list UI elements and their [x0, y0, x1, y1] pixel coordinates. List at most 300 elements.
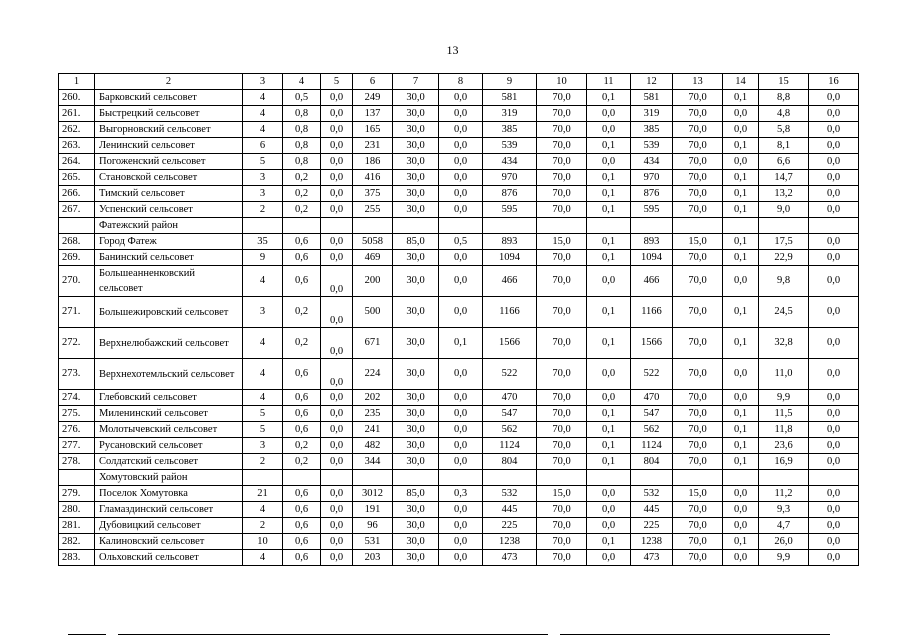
value-cell-col-14: 0,1: [723, 170, 759, 186]
value-cell-col-4: 0,6: [283, 502, 321, 518]
value-cell-col-12: 581: [631, 90, 673, 106]
section-empty-cell: [759, 218, 809, 234]
value-cell-col-7: 30,0: [393, 106, 439, 122]
section-empty-cell: [353, 218, 393, 234]
value-cell-col-13: 70,0: [673, 359, 723, 390]
value-cell-col-4: 0,2: [283, 170, 321, 186]
section-row: [59, 470, 859, 486]
value-cell-col-14: 0,0: [723, 390, 759, 406]
value-cell-col-13: 70,0: [673, 170, 723, 186]
value-cell-col-6: 5058: [353, 234, 393, 250]
section-empty-cell: [393, 218, 439, 234]
value-cell-col-7: 30,0: [393, 186, 439, 202]
value-cell-col-6: 165: [353, 122, 393, 138]
value-cell-col-3: 3: [243, 438, 283, 454]
row-number: 278.: [59, 454, 95, 470]
municipality-name: Гламаздинский сельсовет: [95, 502, 243, 518]
value-cell-col-7: 30,0: [393, 202, 439, 218]
value-cell-col-15: 4,7: [759, 518, 809, 534]
table-row: [59, 106, 859, 122]
value-cell-col-10: 70,0: [537, 297, 587, 328]
value-cell-col-5: 0,0: [321, 266, 353, 297]
value-cell-col-11: 0,1: [587, 138, 631, 154]
value-cell-col-13: 70,0: [673, 406, 723, 422]
value-cell-col-11: 0,1: [587, 186, 631, 202]
value-cell-col-13: 70,0: [673, 250, 723, 266]
value-cell-col-12: 1166: [631, 297, 673, 328]
value-cell-col-3: 21: [243, 486, 283, 502]
value-cell-col-16: 0,0: [809, 454, 859, 470]
value-cell-col-13: 70,0: [673, 202, 723, 218]
section-row: [59, 218, 859, 234]
value-cell-col-16: 0,0: [809, 486, 859, 502]
value-cell-col-14: 0,0: [723, 518, 759, 534]
value-cell-col-11: 0,0: [587, 550, 631, 566]
value-cell-col-12: 466: [631, 266, 673, 297]
column-header-9: 9: [483, 74, 537, 90]
value-cell-col-10: 70,0: [537, 550, 587, 566]
section-empty-cell: [759, 470, 809, 486]
municipality-name: Дубовицкий сельсовет: [95, 518, 243, 534]
municipality-name: Выгорновский сельсовет: [95, 122, 243, 138]
value-cell-col-6: 96: [353, 518, 393, 534]
value-cell-col-3: 4: [243, 328, 283, 359]
row-number: 273.: [59, 359, 95, 390]
value-cell-col-12: 562: [631, 422, 673, 438]
value-cell-col-5: 0,0: [321, 328, 353, 359]
section-number-cell: [59, 218, 95, 234]
value-cell-col-11: 0,1: [587, 534, 631, 550]
column-header-11: 11: [587, 74, 631, 90]
section-empty-cell: [809, 470, 859, 486]
value-cell-col-9: 539: [483, 138, 537, 154]
value-cell-col-6: 224: [353, 359, 393, 390]
section-empty-cell: [723, 470, 759, 486]
value-cell-col-5: 0,0: [321, 154, 353, 170]
section-empty-cell: [673, 218, 723, 234]
table-row: [59, 534, 859, 550]
column-header-6: 6: [353, 74, 393, 90]
value-cell-col-13: 70,0: [673, 266, 723, 297]
column-header-12: 12: [631, 74, 673, 90]
value-cell-col-16: 0,0: [809, 266, 859, 297]
section-label: Фатежский район: [95, 218, 243, 234]
value-cell-col-4: 0,8: [283, 122, 321, 138]
value-cell-col-3: 35: [243, 234, 283, 250]
table-row: [59, 406, 859, 422]
value-cell-col-15: 14,7: [759, 170, 809, 186]
value-cell-col-3: 4: [243, 266, 283, 297]
value-cell-col-14: 0,1: [723, 186, 759, 202]
value-cell-col-7: 30,0: [393, 90, 439, 106]
row-number: 270.: [59, 266, 95, 297]
table-row: [59, 438, 859, 454]
value-cell-col-14: 0,1: [723, 406, 759, 422]
value-cell-col-11: 0,0: [587, 122, 631, 138]
value-cell-col-13: 70,0: [673, 122, 723, 138]
value-cell-col-14: 0,1: [723, 138, 759, 154]
value-cell-col-16: 0,0: [809, 122, 859, 138]
value-cell-col-7: 30,0: [393, 359, 439, 390]
value-cell-col-5: 0,0: [321, 390, 353, 406]
value-cell-col-12: 1094: [631, 250, 673, 266]
page-number: 13: [446, 43, 459, 57]
value-cell-col-6: 235: [353, 406, 393, 422]
section-empty-cell: [393, 470, 439, 486]
value-cell-col-3: 2: [243, 202, 283, 218]
value-cell-col-7: 30,0: [393, 154, 439, 170]
municipality-name: Становской сельсовет: [95, 170, 243, 186]
row-number: 267.: [59, 202, 95, 218]
value-cell-col-10: 70,0: [537, 518, 587, 534]
value-cell-col-10: 70,0: [537, 154, 587, 170]
municipality-name: Ленинский сельсовет: [95, 138, 243, 154]
value-cell-col-12: 876: [631, 186, 673, 202]
value-cell-col-5: 0,0: [321, 502, 353, 518]
value-cell-col-9: 522: [483, 359, 537, 390]
value-cell-col-6: 249: [353, 90, 393, 106]
row-number: 260.: [59, 90, 95, 106]
table-row: [59, 328, 859, 359]
value-cell-col-7: 30,0: [393, 266, 439, 297]
value-cell-col-14: 0,0: [723, 266, 759, 297]
value-cell-col-6: 482: [353, 438, 393, 454]
value-cell-col-8: 0,0: [439, 422, 483, 438]
value-cell-col-15: 32,8: [759, 328, 809, 359]
value-cell-col-12: 893: [631, 234, 673, 250]
value-cell-col-6: 500: [353, 297, 393, 328]
value-cell-col-4: 0,8: [283, 154, 321, 170]
column-header-15: 15: [759, 74, 809, 90]
value-cell-col-16: 0,0: [809, 534, 859, 550]
value-cell-col-11: 0,0: [587, 518, 631, 534]
municipality-name: Верхнелюбажский сельсовет: [95, 328, 243, 359]
value-cell-col-5: 0,0: [321, 518, 353, 534]
value-cell-col-3: 4: [243, 122, 283, 138]
value-cell-col-3: 4: [243, 90, 283, 106]
municipality-name: Солдатский сельсовет: [95, 454, 243, 470]
value-cell-col-14: 0,0: [723, 359, 759, 390]
value-cell-col-15: 9,3: [759, 502, 809, 518]
value-cell-col-3: 3: [243, 170, 283, 186]
row-number: 268.: [59, 234, 95, 250]
value-cell-col-8: 0,0: [439, 390, 483, 406]
value-cell-col-10: 70,0: [537, 170, 587, 186]
value-cell-col-15: 8,8: [759, 90, 809, 106]
value-cell-col-10: 70,0: [537, 390, 587, 406]
table-row: [59, 266, 859, 297]
value-cell-col-5: 0,0: [321, 422, 353, 438]
table-row: [59, 154, 859, 170]
value-cell-col-11: 0,0: [587, 266, 631, 297]
value-cell-col-14: 0,1: [723, 250, 759, 266]
value-cell-col-12: 547: [631, 406, 673, 422]
value-cell-col-4: 0,6: [283, 406, 321, 422]
value-cell-col-12: 1238: [631, 534, 673, 550]
section-label: Хомутовский район: [95, 470, 243, 486]
value-cell-col-10: 70,0: [537, 202, 587, 218]
value-cell-col-14: 0,0: [723, 106, 759, 122]
value-cell-col-5: 0,0: [321, 550, 353, 566]
value-cell-col-4: 0,6: [283, 359, 321, 390]
value-cell-col-14: 0,0: [723, 154, 759, 170]
value-cell-col-12: 319: [631, 106, 673, 122]
value-cell-col-5: 0,0: [321, 202, 353, 218]
table-row: [59, 202, 859, 218]
table-row: [59, 454, 859, 470]
value-cell-col-11: 0,1: [587, 250, 631, 266]
value-cell-col-9: 466: [483, 266, 537, 297]
row-number: 265.: [59, 170, 95, 186]
value-cell-col-9: 385: [483, 122, 537, 138]
value-cell-col-10: 70,0: [537, 90, 587, 106]
row-number: 283.: [59, 550, 95, 566]
row-number: 261.: [59, 106, 95, 122]
table-row: [59, 122, 859, 138]
row-number: 276.: [59, 422, 95, 438]
section-empty-cell: [283, 470, 321, 486]
section-empty-cell: [537, 218, 587, 234]
value-cell-col-9: 1566: [483, 328, 537, 359]
value-cell-col-11: 0,0: [587, 359, 631, 390]
value-cell-col-16: 0,0: [809, 390, 859, 406]
value-cell-col-12: 445: [631, 502, 673, 518]
table-row: [59, 186, 859, 202]
value-cell-col-14: 0,1: [723, 202, 759, 218]
value-cell-col-8: 0,0: [439, 406, 483, 422]
value-cell-col-4: 0,5: [283, 90, 321, 106]
value-cell-col-13: 70,0: [673, 534, 723, 550]
row-number: 266.: [59, 186, 95, 202]
value-cell-col-16: 0,0: [809, 202, 859, 218]
value-cell-col-10: 70,0: [537, 328, 587, 359]
value-cell-col-16: 0,0: [809, 154, 859, 170]
value-cell-col-4: 0,8: [283, 138, 321, 154]
municipality-name: Большеанненковский сельсовет: [95, 266, 243, 297]
value-cell-col-16: 0,0: [809, 422, 859, 438]
table-body: [59, 90, 859, 566]
value-cell-col-5: 0,0: [321, 106, 353, 122]
value-cell-col-8: 0,0: [439, 454, 483, 470]
value-cell-col-8: 0,1: [439, 328, 483, 359]
value-cell-col-10: 70,0: [537, 438, 587, 454]
section-empty-cell: [631, 470, 673, 486]
value-cell-col-16: 0,0: [809, 550, 859, 566]
value-cell-col-3: 3: [243, 186, 283, 202]
municipality-name: Город Фатеж: [95, 234, 243, 250]
value-cell-col-5: 0,0: [321, 454, 353, 470]
section-empty-cell: [483, 470, 537, 486]
section-empty-cell: [321, 470, 353, 486]
row-number: 269.: [59, 250, 95, 266]
value-cell-col-10: 70,0: [537, 106, 587, 122]
value-cell-col-4: 0,6: [283, 486, 321, 502]
value-cell-col-16: 0,0: [809, 186, 859, 202]
value-cell-col-15: 26,0: [759, 534, 809, 550]
value-cell-col-6: 231: [353, 138, 393, 154]
municipality-name: Калиновский сельсовет: [95, 534, 243, 550]
row-number: 277.: [59, 438, 95, 454]
value-cell-col-11: 0,1: [587, 328, 631, 359]
value-cell-col-16: 0,0: [809, 170, 859, 186]
value-cell-col-6: 671: [353, 328, 393, 359]
value-cell-col-9: 319: [483, 106, 537, 122]
value-cell-col-10: 70,0: [537, 266, 587, 297]
value-cell-col-16: 0,0: [809, 406, 859, 422]
value-cell-col-13: 70,0: [673, 154, 723, 170]
value-cell-col-16: 0,0: [809, 234, 859, 250]
value-cell-col-7: 30,0: [393, 438, 439, 454]
value-cell-col-4: 0,8: [283, 106, 321, 122]
municipality-name: Успенский сельсовет: [95, 202, 243, 218]
table-row: [59, 297, 859, 328]
value-cell-col-7: 30,0: [393, 250, 439, 266]
value-cell-col-10: 15,0: [537, 486, 587, 502]
value-cell-col-13: 70,0: [673, 297, 723, 328]
footer-line-right: [560, 634, 830, 635]
row-number: 262.: [59, 122, 95, 138]
municipality-name: Миленинский сельсовет: [95, 406, 243, 422]
value-cell-col-4: 0,2: [283, 186, 321, 202]
value-cell-col-5: 0,0: [321, 297, 353, 328]
section-empty-cell: [243, 218, 283, 234]
value-cell-col-6: 241: [353, 422, 393, 438]
row-number: 274.: [59, 390, 95, 406]
value-cell-col-4: 0,6: [283, 534, 321, 550]
value-cell-col-13: 70,0: [673, 422, 723, 438]
section-empty-cell: [439, 470, 483, 486]
value-cell-col-9: 225: [483, 518, 537, 534]
value-cell-col-5: 0,0: [321, 438, 353, 454]
value-cell-col-11: 0,1: [587, 90, 631, 106]
value-cell-col-7: 85,0: [393, 234, 439, 250]
section-empty-cell: [587, 218, 631, 234]
value-cell-col-13: 70,0: [673, 518, 723, 534]
value-cell-col-6: 531: [353, 534, 393, 550]
value-cell-col-9: 1166: [483, 297, 537, 328]
table-row: [59, 250, 859, 266]
value-cell-col-4: 0,6: [283, 390, 321, 406]
value-cell-col-15: 8,1: [759, 138, 809, 154]
row-number: 279.: [59, 486, 95, 502]
value-cell-col-4: 0,2: [283, 297, 321, 328]
value-cell-col-8: 0,5: [439, 234, 483, 250]
value-cell-col-6: 375: [353, 186, 393, 202]
value-cell-col-9: 445: [483, 502, 537, 518]
value-cell-col-11: 0,0: [587, 154, 631, 170]
section-empty-cell: [283, 218, 321, 234]
value-cell-col-4: 0,2: [283, 202, 321, 218]
value-cell-col-6: 255: [353, 202, 393, 218]
value-cell-col-11: 0,1: [587, 438, 631, 454]
municipality-name: Банинский сельсовет: [95, 250, 243, 266]
value-cell-col-3: 9: [243, 250, 283, 266]
value-cell-col-14: 0,1: [723, 297, 759, 328]
section-empty-cell: [587, 470, 631, 486]
value-cell-col-4: 0,6: [283, 518, 321, 534]
value-cell-col-3: 5: [243, 406, 283, 422]
value-cell-col-11: 0,0: [587, 486, 631, 502]
value-cell-col-15: 9,8: [759, 266, 809, 297]
value-cell-col-7: 30,0: [393, 390, 439, 406]
value-cell-col-7: 30,0: [393, 534, 439, 550]
value-cell-col-11: 0,0: [587, 106, 631, 122]
value-cell-col-8: 0,0: [439, 502, 483, 518]
value-cell-col-8: 0,0: [439, 550, 483, 566]
value-cell-col-15: 24,5: [759, 297, 809, 328]
value-cell-col-7: 30,0: [393, 454, 439, 470]
row-number: 271.: [59, 297, 95, 328]
value-cell-col-15: 11,0: [759, 359, 809, 390]
table-row: [59, 550, 859, 566]
value-cell-col-13: 70,0: [673, 502, 723, 518]
column-header-5: 5: [321, 74, 353, 90]
municipality-name: Быстрецкий сельсовет: [95, 106, 243, 122]
value-cell-col-8: 0,0: [439, 518, 483, 534]
value-cell-col-9: 1238: [483, 534, 537, 550]
value-cell-col-13: 70,0: [673, 390, 723, 406]
value-cell-col-3: 5: [243, 154, 283, 170]
value-cell-col-3: 4: [243, 359, 283, 390]
value-cell-col-5: 0,0: [321, 170, 353, 186]
value-cell-col-13: 70,0: [673, 90, 723, 106]
section-empty-cell: [537, 470, 587, 486]
value-cell-col-3: 10: [243, 534, 283, 550]
value-cell-col-3: 3: [243, 297, 283, 328]
value-cell-col-14: 0,1: [723, 438, 759, 454]
column-header-10: 10: [537, 74, 587, 90]
row-number: 281.: [59, 518, 95, 534]
table-row: [59, 518, 859, 534]
table-row: [59, 486, 859, 502]
value-cell-col-8: 0,0: [439, 202, 483, 218]
value-cell-col-5: 0,0: [321, 234, 353, 250]
value-cell-col-10: 70,0: [537, 406, 587, 422]
value-cell-col-4: 0,6: [283, 266, 321, 297]
value-cell-col-15: 23,6: [759, 438, 809, 454]
value-cell-col-11: 0,1: [587, 297, 631, 328]
value-cell-col-9: 547: [483, 406, 537, 422]
section-empty-cell: [353, 470, 393, 486]
value-cell-col-7: 30,0: [393, 297, 439, 328]
value-cell-col-8: 0,0: [439, 170, 483, 186]
value-cell-col-12: 595: [631, 202, 673, 218]
section-empty-cell: [631, 218, 673, 234]
value-cell-col-6: 186: [353, 154, 393, 170]
value-cell-col-15: 13,2: [759, 186, 809, 202]
value-cell-col-8: 0,3: [439, 486, 483, 502]
row-number: 280.: [59, 502, 95, 518]
value-cell-col-9: 470: [483, 390, 537, 406]
value-cell-col-6: 416: [353, 170, 393, 186]
value-cell-col-14: 0,1: [723, 328, 759, 359]
municipality-name: Барковский сельсовет: [95, 90, 243, 106]
row-number: 264.: [59, 154, 95, 170]
value-cell-col-8: 0,0: [439, 534, 483, 550]
value-cell-col-15: 4,8: [759, 106, 809, 122]
value-cell-col-9: 473: [483, 550, 537, 566]
value-cell-col-14: 0,1: [723, 534, 759, 550]
value-cell-col-16: 0,0: [809, 328, 859, 359]
value-cell-col-15: 6,6: [759, 154, 809, 170]
value-cell-col-13: 70,0: [673, 186, 723, 202]
value-cell-col-9: 562: [483, 422, 537, 438]
value-cell-col-13: 70,0: [673, 454, 723, 470]
data-table: [58, 73, 859, 566]
value-cell-col-3: 4: [243, 550, 283, 566]
value-cell-col-13: 70,0: [673, 106, 723, 122]
value-cell-col-10: 70,0: [537, 422, 587, 438]
